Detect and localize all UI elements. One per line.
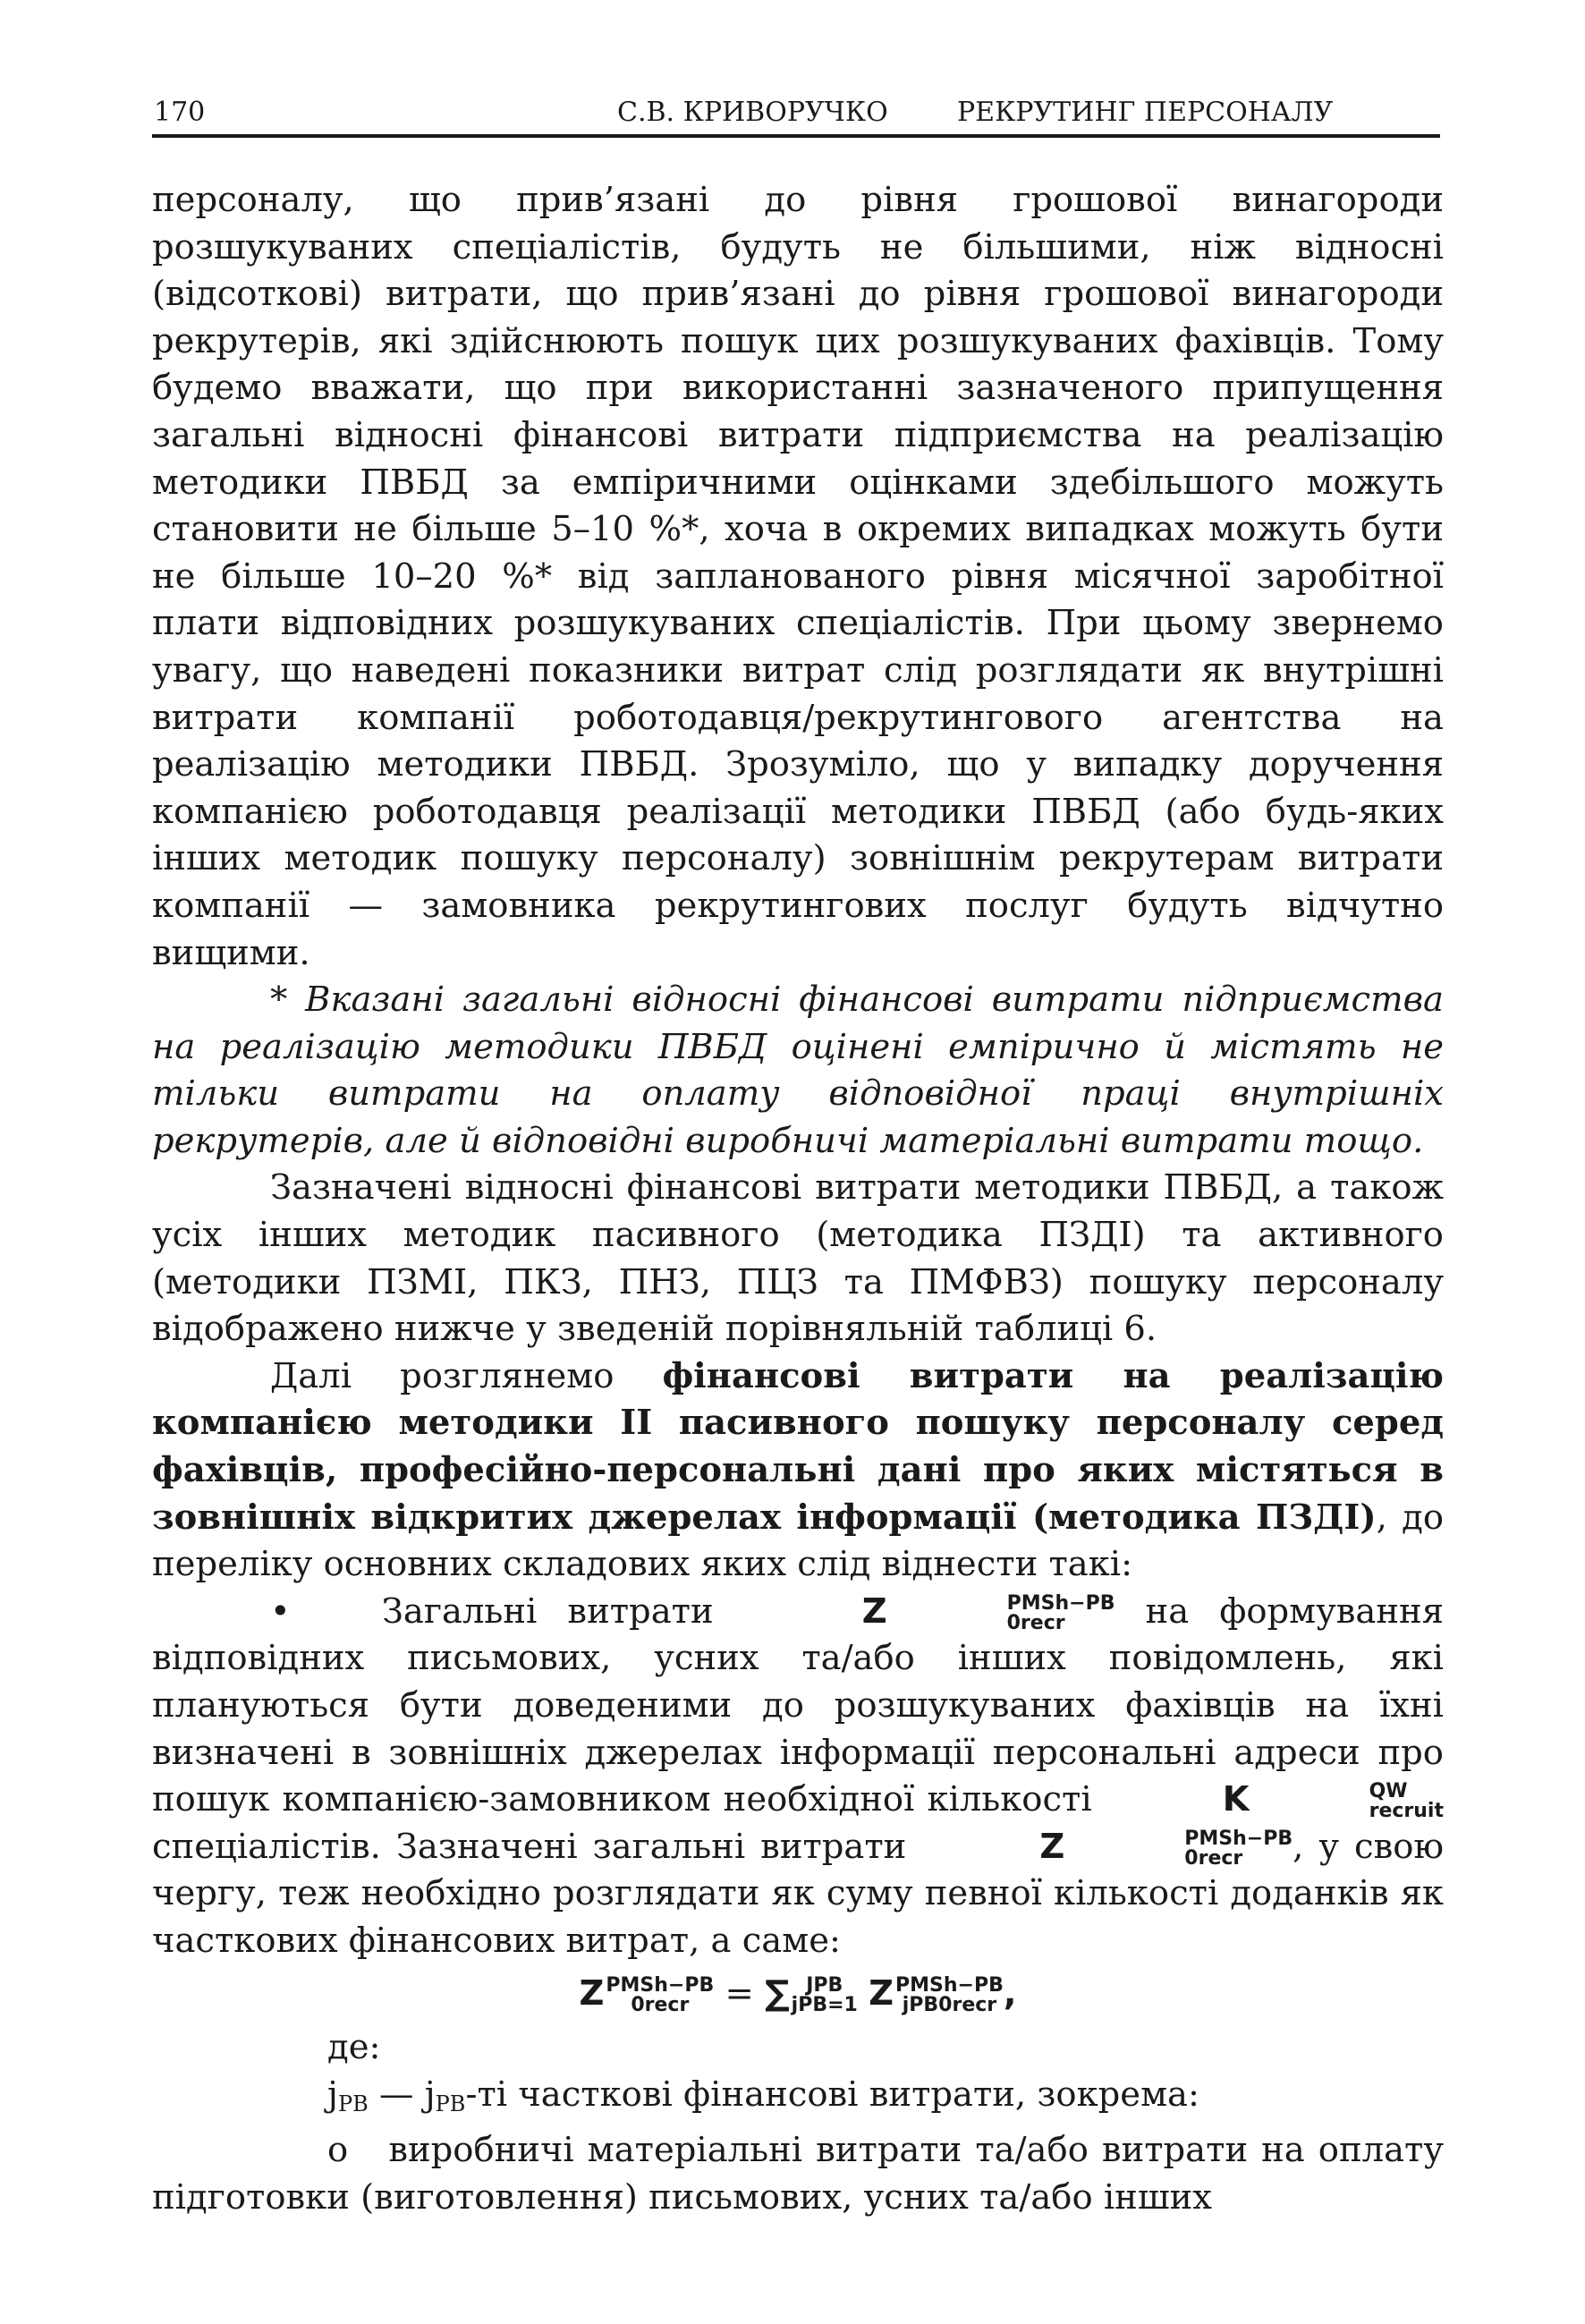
sublist-marker: o (327, 2130, 349, 2171)
page-body (152, 177, 1444, 2222)
jpb-subscript-2: PB (435, 2091, 466, 2116)
bullet-marker: • (270, 1590, 291, 1632)
symbol-Z: Z (861, 1590, 887, 1632)
pzdi-intro-bold: фінансові витрати на реалізацію компанією методики ІІ пасивного пошуку персоналу серед фахівців, професійно-персональні дані про яких містяться в зовнішніх відкритих джерелах інформації (методика ПЗДІ) (152, 1355, 1444, 1538)
paragraph-expenses-summary: Зазначені відносні фінансові витрати методики ПВБД, а також усіх інших методик пасивного (методика ПЗДІ) та активного (методики ПЗМІ, ПКЗ, ПНЗ, ПЦЗ та ПМФВЗ) пошуку персоналу відображено нижче у зведеній порівняльній таблиці 6. (152, 1167, 1444, 1350)
page-number: 170 (154, 97, 206, 128)
formula-Z-left-sub: 0recr (631, 1993, 690, 2016)
formula-Z-inline-1 (744, 1589, 1115, 1636)
formula-Z-right-sub: jPB0recr (902, 1993, 997, 2016)
footnote-italic: * Вказані загальні відносні фінансові витрати підприємства на реалізацію методики ПВБД оцінені емпірично й містять не тільки витрати на оплату відповідної праці внутрішніх рекрутерів, але й відповідні виробничі матеріальні витрати тощо. (152, 980, 1444, 1161)
paragraph-continuation: персоналу, що прив’язані до рівня грошової винагороди розшукуваних спеціалістів, будуть не більшими, ніж відносні (відсоткові) витрати, що прив’язані до рівня грошової винагороди рекрутерів, які здійснюють пошук цих розшукуваних фахівців. Тому будемо вважати, що при використанні зазначеного припущення загальні відносні фінансові витрати підприємства на реалізацію методики ПВБД за емпіричними оцінками здебільшого можуть становити не більше 5–10 %*, хоча в окремих випадках можуть бути не більше 10–20 %* від запланованого рівня місячної заробітної плати відповідних розшукуваних спеціалістів. При цьому звернемо увагу, що наведені показники витрат слід розглядати як внутрішні витрати компанії роботодавця/рекрутингового агентства на реалізацію методики ПВБД. Зрозуміло, що у випадку доручення компанією роботодавця реалізації методики ПВБД (або будь-яких інших методик пошуку персоналу) зовнішнім рекрутерам витрати компанії — замовника рекрутингових послуг будуть відчутно вищими. (152, 180, 1444, 973)
formula-Z-left-sup: PMSh−PB (606, 1973, 715, 1997)
pzdi-intro-end: , до переліку основних складових яких слід віднести такі: (152, 1497, 1444, 1585)
jpb-definition-text: -ті часткові фінансові витрати, зокрема: (465, 2074, 1199, 2115)
running-header (152, 93, 1440, 138)
sublist-item (152, 2127, 1444, 2221)
formula-K-inline (1105, 1777, 1444, 1824)
symbol-Z-sup-2: PMSh−PB (1184, 1827, 1293, 1850)
bullet-text-1: Загальні витрати (381, 1590, 744, 1632)
symbol-K: K (1222, 1779, 1250, 1820)
symbol-K-sub: recruit (1369, 1800, 1444, 1823)
symbol-Z-sub: 0recr (1006, 1611, 1065, 1634)
formula-Z-inline-2 (921, 1824, 1293, 1871)
symbol-Z-2: Z (1039, 1826, 1065, 1867)
formula-Z-right-sup: PMSh−PB (895, 1973, 1004, 1997)
symbol-K-sup: QW (1369, 1780, 1408, 1803)
paragraph-pzdi-intro (152, 1353, 1444, 1589)
jpb-definition (152, 2072, 1444, 2128)
symbol-Z-sup: PMSh−PB (1006, 1591, 1115, 1615)
formula-equals: = (725, 1972, 754, 2014)
bullet-text-2: на формування відповідних письмових, усних та/або інших повідомлень, які плануються бути доведеними до розшукуваних фахівців на їхні визначені в зовнішніх джерелах інформації персональні адреси про пошук компанією-замовником необхідної кількості (152, 1590, 1444, 1820)
formula-sum-sub: jPB=1 (791, 1993, 858, 2016)
pzdi-intro-start: Далі розглянемо (270, 1355, 663, 1396)
header-title: РЕКРУТИНГ ПЕРСОНАЛУ (957, 97, 1334, 128)
formula-comma: , (1003, 1972, 1017, 2014)
jpb-symbol-2: j (424, 2074, 436, 2115)
bullet-item-total-costs (152, 1589, 1444, 1965)
formula-Z-left: Z (579, 1972, 605, 2014)
formula-sum-sup: JPB (806, 1973, 843, 1997)
header-author: С.В. КРИВОРУЧКО (617, 97, 888, 128)
symbol-Z-sub-2: 0recr (1184, 1846, 1243, 1870)
formula-Z-right: Z (869, 1972, 894, 2014)
where-label: де: (327, 2027, 381, 2068)
display-formula (152, 1971, 1444, 2018)
sublist-text: виробничі матеріальні витрати та/або витрати на оплату підготовки (виготовлення) письмових, усних та/або інших (152, 2130, 1444, 2218)
jpb-dash: — (368, 2074, 425, 2115)
jpb-subscript: PB (337, 2091, 369, 2116)
formula-sum: ∑ (765, 1972, 790, 2014)
bullet-text-4: , у свою чергу, теж необхідно розглядати як суму певної кількості доданків як часткових фінансових витрат, а саме: (152, 1826, 1444, 1961)
jpb-symbol: j (327, 2074, 338, 2115)
bullet-text-3: спеціалістів. Зазначені загальні витрати (152, 1826, 922, 1867)
